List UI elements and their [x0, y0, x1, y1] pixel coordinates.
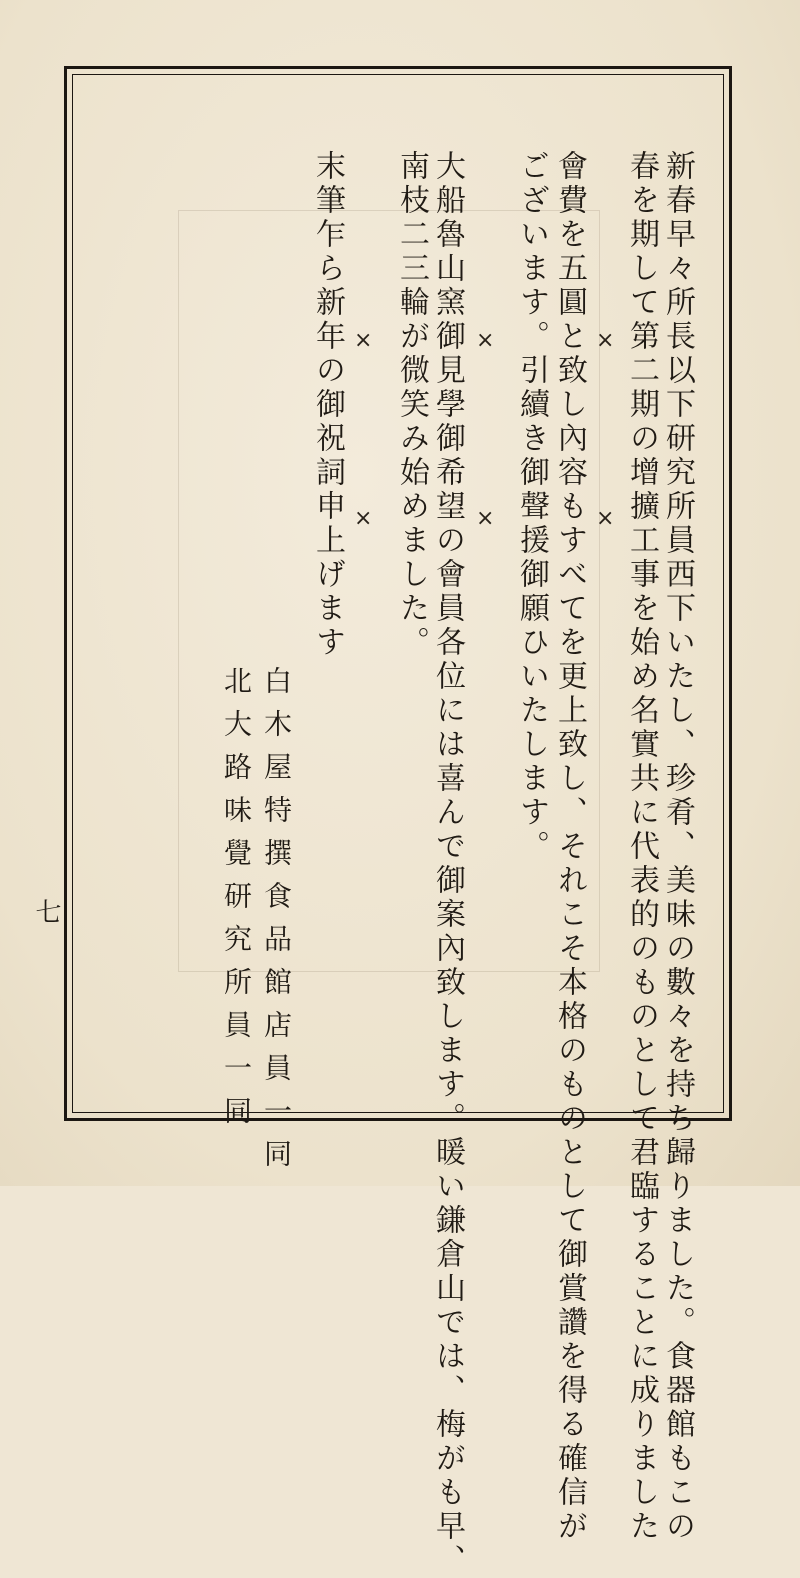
page-number: 七 [31, 898, 61, 924]
separator-mark: × [354, 506, 373, 531]
text-line-5: 大船魯山窯御見學御希望の會員各位には喜んで御案內致します。暖い鎌倉山では、梅がも早、 [430, 150, 465, 1578]
signature-shirokiya: 白木屋特撰食品館店員一同 [260, 666, 293, 1182]
text-line-6: 南枝二三輪が微笑み始めました。 [394, 150, 429, 660]
text-line-2: 春を期して第二期の增擴工事を始め名實共に代表的のものとして君臨することに成りました [624, 150, 659, 1544]
text-line-1: 新春早々所長以下研究所員西下いたし、珍肴、美味の數々を持ち歸りました。食器館もこの [660, 150, 695, 1544]
text-line-4: ございます。引續き御聲援御願ひいたします。 [514, 150, 549, 864]
signature-kitaoji: 北大路味覺研究所員一同 [220, 666, 253, 1139]
separator-mark: × [476, 328, 495, 353]
separator-mark: × [476, 506, 495, 531]
text-line-7: 末筆乍ら新年の御祝詞申上げます [310, 150, 345, 660]
text-line-3: 會費を五圓と致し內容もすべてを更上致し、それこそ本格のものとして御賞讚を得る確信が [552, 150, 587, 1544]
separator-mark: × [596, 506, 615, 531]
separator-mark: × [354, 328, 373, 353]
separator-mark: × [596, 328, 615, 353]
